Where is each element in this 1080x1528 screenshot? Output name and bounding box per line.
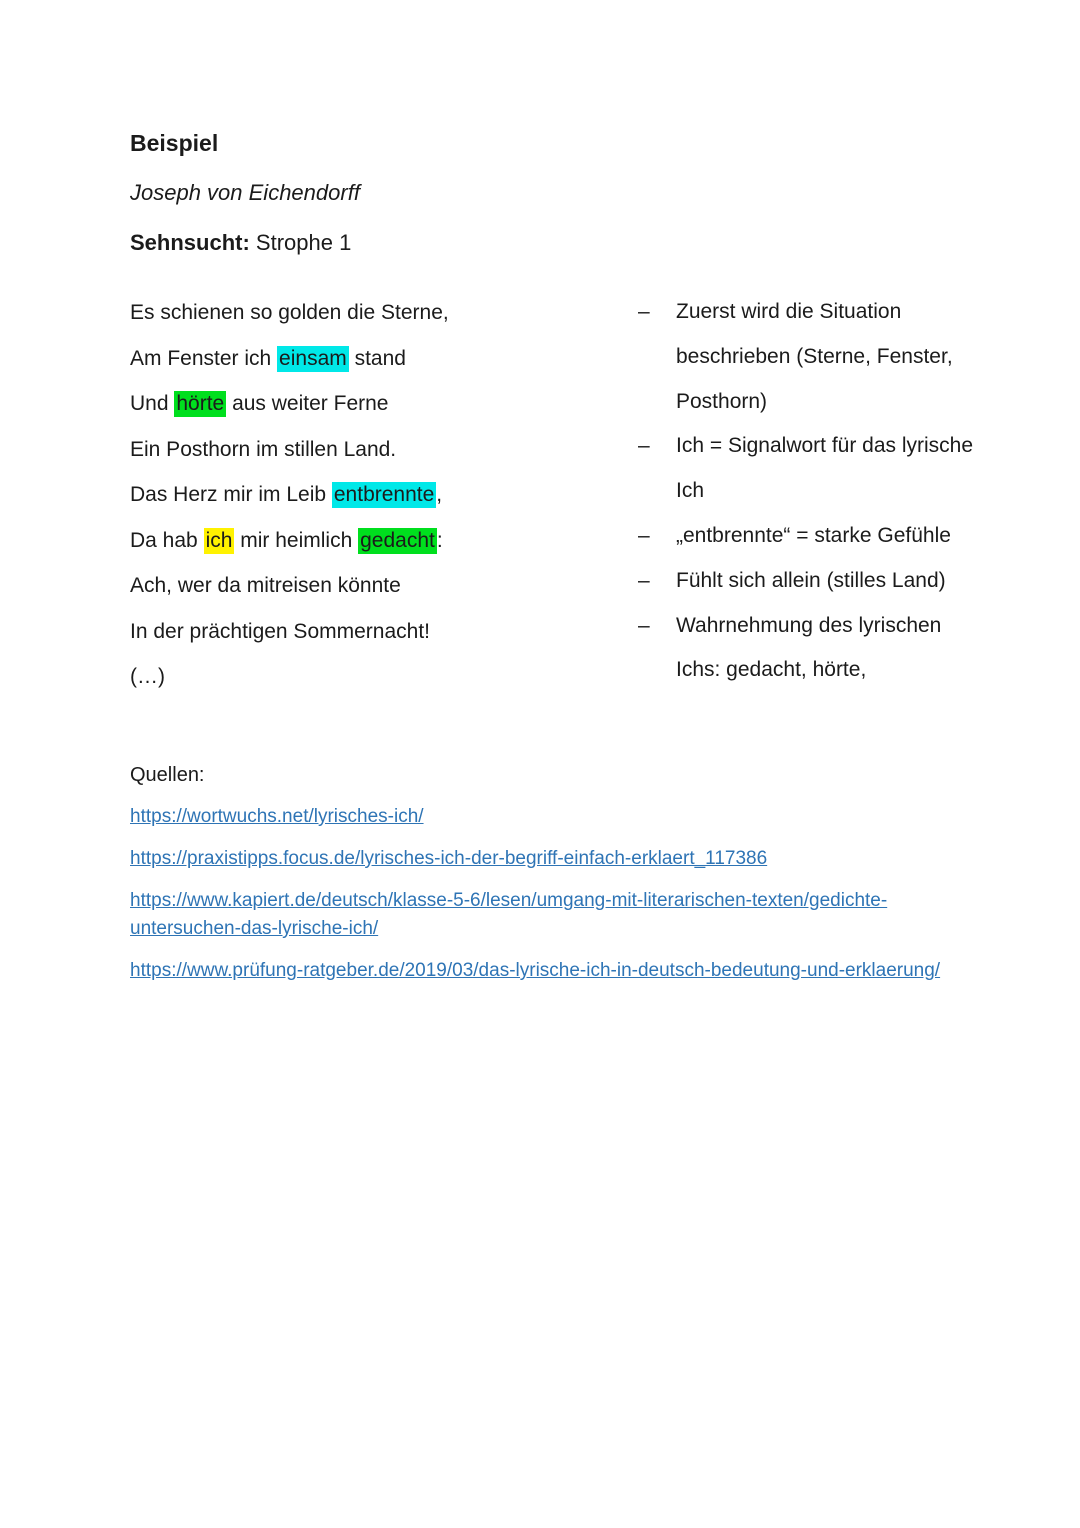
annotation-text	[676, 559, 973, 604]
poem-line	[130, 472, 449, 518]
annotation-line: Ich	[676, 479, 705, 503]
poem-text: Da hab	[130, 528, 204, 552]
annotation-item	[638, 290, 973, 424]
annotation-line: Ichs: gedacht, hörte,	[676, 658, 867, 682]
poem-text: :	[436, 528, 443, 552]
poem-text: Ein Posthorn im stillen Land.	[130, 437, 397, 461]
highlighted-word-cyan: entbrennte	[333, 483, 435, 506]
poem-line	[130, 290, 449, 336]
poem-line	[130, 381, 449, 427]
poem-text: Am Fenster ich	[130, 346, 278, 370]
author-name: Joseph von Eichendorff	[130, 180, 360, 205]
sources-label: Quellen:	[130, 764, 205, 786]
poem-title-name: Sehnsucht:	[130, 230, 250, 255]
annotation-line: Zuerst wird die Situation	[676, 300, 902, 323]
poem-line	[130, 563, 449, 609]
poem-line	[130, 654, 449, 700]
highlighted-word-yellow: ich	[205, 528, 233, 552]
poem-line	[130, 427, 449, 473]
dash-bullet: –	[638, 523, 650, 547]
annotation-item	[638, 424, 973, 514]
annotation-line: Wahrnehmung des lyrischen	[676, 613, 942, 637]
sources-links	[130, 803, 940, 985]
document-header	[130, 118, 360, 268]
highlighted-word-green: gedacht	[360, 528, 435, 552]
poem-line	[130, 336, 449, 382]
annotation-text	[676, 604, 973, 694]
source-link-line: https://praxistipps.focus.de/lyrisches-ich-der-begriff-einfach-erklaert_117386	[130, 848, 768, 869]
poem-text: (…)	[130, 665, 165, 688]
poem-title	[130, 218, 360, 268]
source-link[interactable]	[130, 803, 940, 831]
source-link[interactable]	[130, 957, 940, 985]
annotation-item	[638, 604, 973, 694]
dash-bullet: –	[638, 434, 650, 458]
dash-bullet: –	[638, 568, 650, 592]
highlighted-word-green: hörte	[176, 392, 225, 415]
example-heading: Beispiel	[130, 130, 219, 156]
poem-line	[130, 518, 449, 564]
dash-bullet: –	[638, 613, 650, 637]
source-link-line: https://wortwuchs.net/lyrisches-ich/	[130, 806, 424, 827]
annotation-text	[676, 290, 973, 424]
poem-text: Es schienen so golden die Sterne,	[130, 301, 449, 324]
poem-line	[130, 609, 449, 655]
annotations-column	[638, 290, 973, 693]
source-link-line: https://www.prüfung-ratgeber.de/2019/03/das-lyrische-ich-in-deutsch-bedeutung-und-erklaerung/	[130, 960, 941, 981]
poem-text: mir heimlich	[234, 528, 359, 552]
annotation-line: Fühlt sich allein (stilles Land)	[676, 568, 946, 592]
poem-text: Ach, wer da mitreisen könnte	[130, 574, 401, 597]
poem-text: In der prächtigen Sommernacht!	[130, 619, 430, 643]
sources-section	[130, 761, 940, 999]
poem-text: Und	[130, 392, 175, 415]
poem-column	[130, 290, 449, 700]
annotation-item	[638, 559, 973, 604]
poem-text: stand	[348, 346, 406, 370]
source-link[interactable]	[130, 887, 940, 943]
source-link-line: untersuchen-das-lyrische-ich/	[130, 918, 379, 939]
poem-text: aus weiter Ferne	[226, 392, 389, 415]
poem-title-stanza: Strophe 1	[249, 230, 352, 255]
annotation-line: „entbrennte“ = starke Gefühle	[676, 523, 951, 547]
annotation-text	[676, 514, 973, 559]
annotation-line: beschrieben (Sterne, Fenster,	[676, 344, 953, 368]
annotation-line: Posthorn)	[676, 389, 768, 413]
highlighted-word-cyan: einsam	[279, 346, 347, 370]
dash-bullet: –	[638, 300, 650, 323]
source-link-line: https://www.kapiert.de/deutsch/klasse-5-6/lesen/umgang-mit-literarischen-texten/gedichte-	[130, 890, 888, 911]
source-link[interactable]	[130, 845, 940, 873]
annotation-line: Ich = Signalwort für das lyrische	[676, 434, 974, 458]
poem-text: Das Herz mir im Leib	[130, 483, 332, 506]
annotation-item	[638, 514, 973, 559]
poem-text: ,	[436, 483, 443, 506]
annotation-text	[676, 424, 973, 514]
